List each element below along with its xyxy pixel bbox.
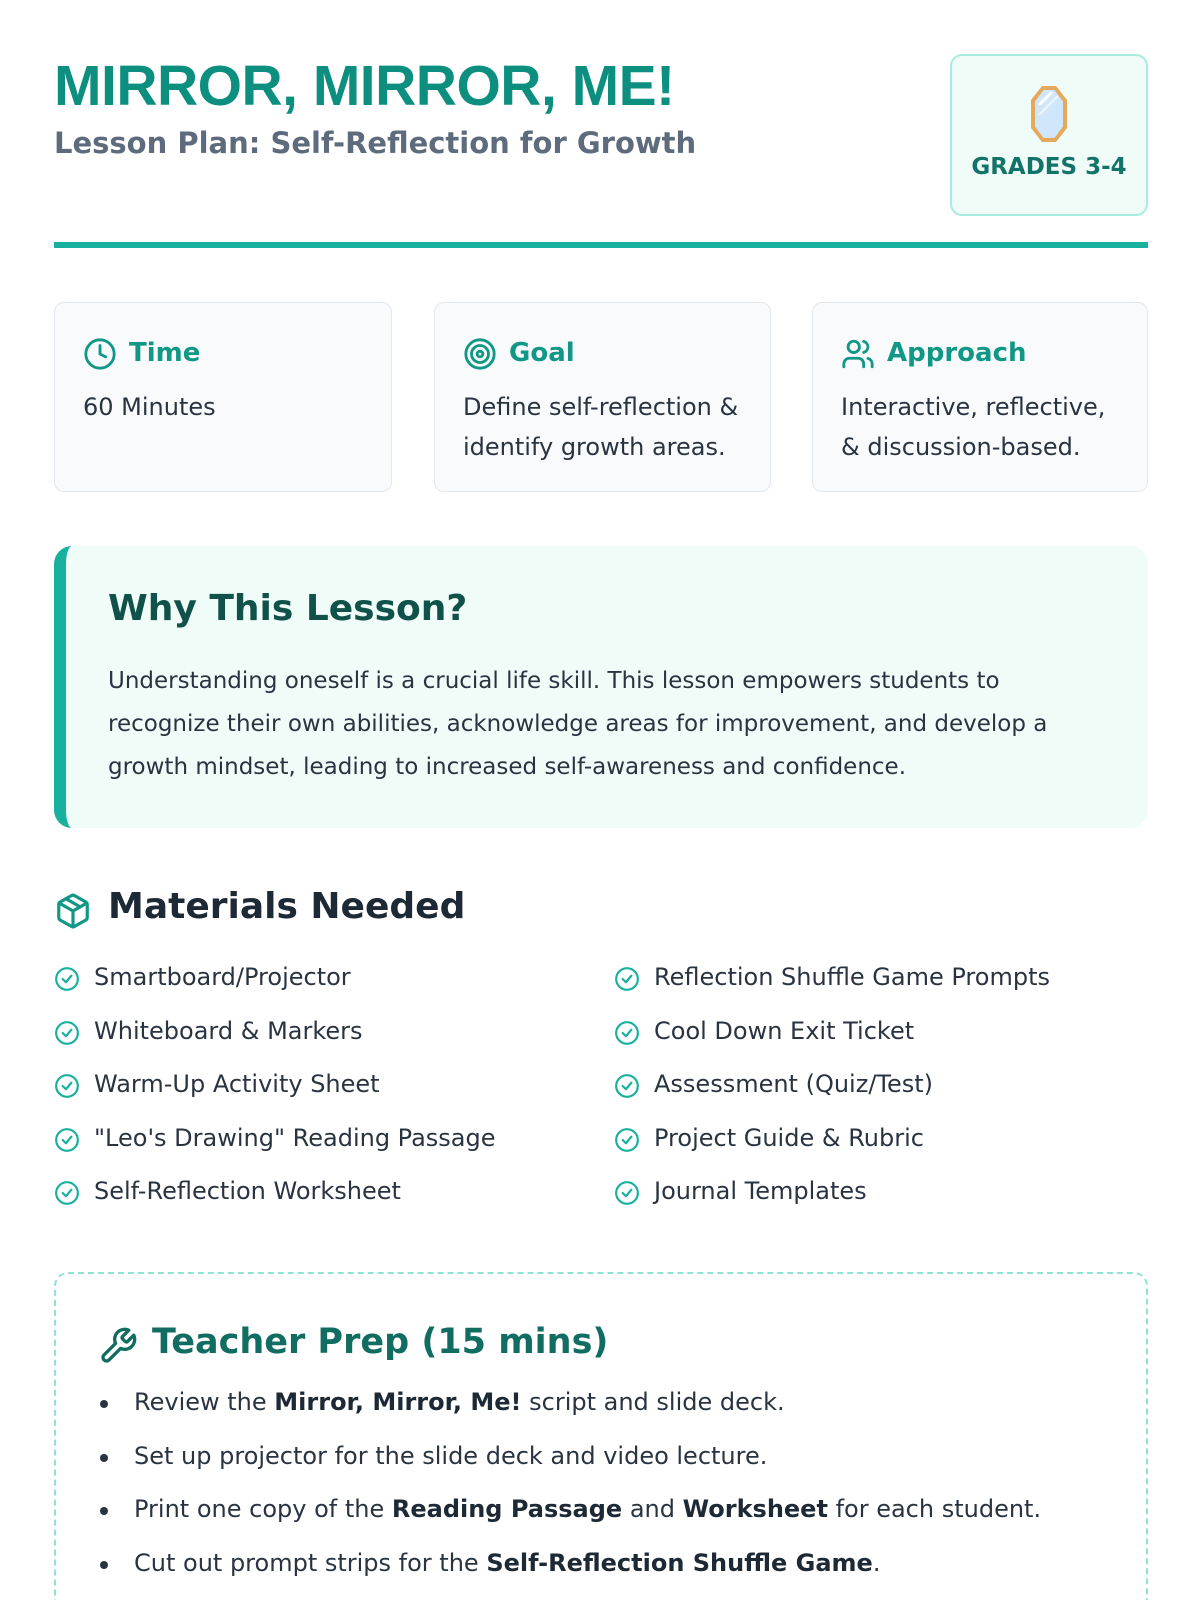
grade-badge (950, 54, 1148, 216)
check-circle-icon (54, 1020, 80, 1046)
package-icon (54, 892, 92, 930)
list-item-label: Assessment (Quiz/Test) (654, 1070, 934, 1098)
info-card-body: Interactive, reflective, & discussion-based. (841, 393, 1106, 461)
list-item-text: for each student. (827, 1495, 1042, 1523)
list-item-emphasis: Self-Reflection Shuffle Game (486, 1548, 873, 1577)
list-item-text: Set up projector for the slide deck and video lecture. (134, 1441, 768, 1470)
list-item-emphasis: Mirror, Mirror, Me! (274, 1388, 522, 1416)
list-item-text: . (872, 1548, 881, 1577)
info-card-body: 60 Minutes (83, 393, 216, 421)
teacher-prep-title: Teacher Prep (15 mins) (152, 1322, 609, 1362)
why-lesson-text: Understanding oneself is a crucial life skill. This lesson empowers students to recognize their own abilities, acknowledge areas for improvement, and develop a growth mindset, leading to increased self-awareness and confidence. (108, 668, 1048, 780)
teacher-prep-section (54, 1272, 1148, 1600)
info-card-heading: Time (129, 338, 201, 368)
check-circle-icon (614, 1073, 640, 1099)
info-card-heading: Approach (887, 338, 1027, 368)
list-item-emphasis: Worksheet (682, 1495, 828, 1523)
info-card-approach (812, 302, 1148, 492)
check-circle-icon (54, 1127, 80, 1153)
list-item (54, 961, 496, 1015)
info-card-body: Define self-reflection & identify growth areas. (463, 393, 739, 461)
list-item-label: Smartboard/Projector (94, 963, 351, 991)
list-item (614, 1122, 1050, 1176)
list-item (614, 1175, 1050, 1229)
list-item-label: Whiteboard & Markers (94, 1016, 363, 1045)
list-item-label: Journal Templates (654, 1177, 867, 1205)
list-item-emphasis: Reading Passage (391, 1495, 623, 1523)
list-item-label: Warm-Up Activity Sheet (94, 1070, 380, 1098)
users-icon (841, 337, 875, 371)
info-card-time (54, 302, 392, 492)
list-item (614, 1015, 1050, 1069)
list-item-text: Print one copy of the (134, 1495, 392, 1523)
clock-icon (83, 337, 117, 371)
list-item (98, 1386, 1041, 1440)
list-item-label: Project Guide & Rubric (654, 1123, 924, 1152)
info-card-heading: Goal (509, 338, 575, 368)
list-item-label: "Leo's Drawing" Reading Passage (94, 1123, 496, 1152)
check-circle-icon (614, 1127, 640, 1153)
why-lesson-callout (54, 546, 1148, 828)
info-card-goal (434, 302, 771, 492)
mirror-icon (1029, 84, 1069, 144)
header-divider (54, 242, 1148, 248)
materials-title: Materials Needed (108, 886, 466, 927)
teacher-prep-list (98, 1386, 1041, 1600)
check-circle-icon (614, 1020, 640, 1046)
list-item-text: and (622, 1495, 683, 1523)
list-item (54, 1068, 496, 1122)
materials-list-right (614, 961, 1050, 1229)
list-item-label: Reflection Shuffle Game Prompts (654, 963, 1050, 991)
target-icon (463, 337, 497, 371)
list-item (98, 1493, 1041, 1547)
list-item-text: script and slide deck. (521, 1388, 785, 1416)
page-subtitle: Lesson Plan: Self-Reflection for Growth (54, 126, 697, 160)
list-item (614, 1068, 1050, 1122)
grade-label: GRADES 3-4 (971, 154, 1127, 180)
check-circle-icon (54, 966, 80, 992)
wrench-icon (98, 1326, 138, 1366)
page-title: MIRROR, MIRROR, ME! (54, 54, 675, 118)
check-circle-icon (54, 1073, 80, 1099)
list-item (54, 1015, 496, 1069)
list-item (614, 961, 1050, 1015)
list-item (98, 1547, 1041, 1600)
list-item-label: Self-Reflection Worksheet (94, 1177, 401, 1205)
list-item (98, 1440, 1041, 1494)
check-circle-icon (54, 1180, 80, 1206)
materials-list-left (54, 961, 496, 1229)
check-circle-icon (614, 966, 640, 992)
list-item (54, 1175, 496, 1229)
list-item (54, 1122, 496, 1176)
lesson-plan-page (54, 0, 1148, 1600)
check-circle-icon (614, 1180, 640, 1206)
why-lesson-title: Why This Lesson? (108, 588, 468, 629)
list-item-text: Cut out prompt strips for the (134, 1548, 487, 1577)
list-item-text: Review the (134, 1388, 275, 1416)
list-item-label: Cool Down Exit Ticket (654, 1016, 915, 1045)
